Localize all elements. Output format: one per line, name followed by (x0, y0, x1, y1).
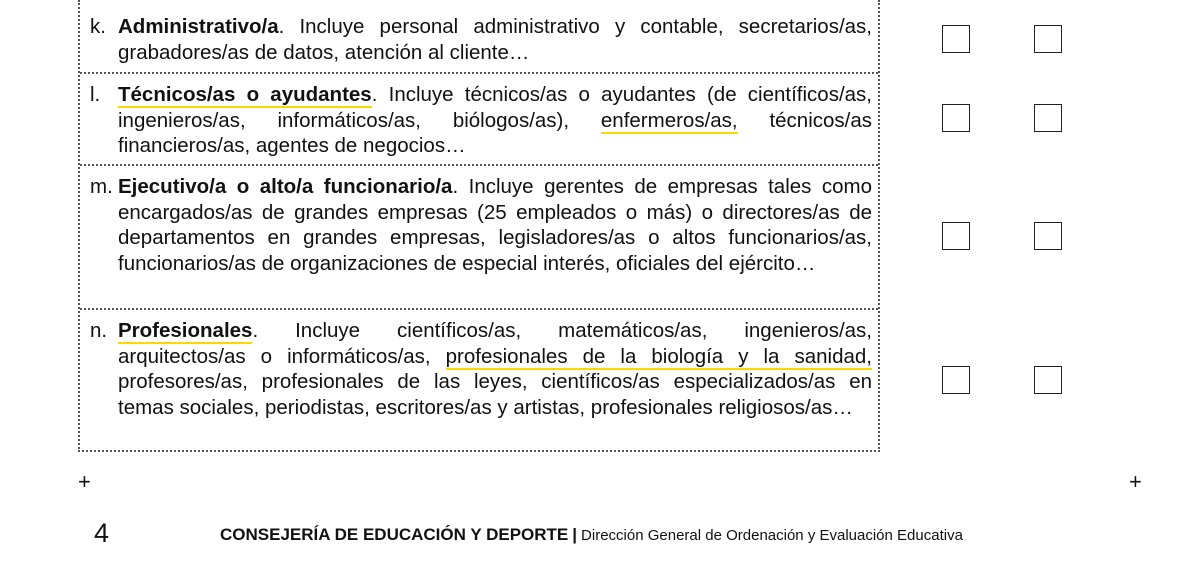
footer-organization: CONSEJERÍA DE EDUCACIÓN Y DEPORTE (220, 525, 569, 544)
checkbox-n-col2[interactable] (1034, 366, 1062, 394)
row-description (118, 174, 872, 276)
category-title: Administrativo/a (118, 15, 279, 38)
category-description: . Incluye personal administrativo y contable, secretarios/as, grabadores/as de datos, atención al cliente… (118, 15, 872, 64)
highlighted-text: enfermeros/as, (600, 108, 738, 132)
category-title-highlighted: Técnicos/as o ayudantes (118, 83, 372, 106)
occupation-row-l (80, 72, 878, 164)
category-title-highlighted: Profesionales (118, 319, 253, 342)
category-title: Ejecutivo/a o alto/a funcionario/a (118, 175, 453, 198)
category-description-tail: profesores/as, profesionales de las leyes, científicos/as especializados/as en temas sociales, periodistas, escritores/as y artistas, profesionales religiosos/as… (118, 370, 872, 419)
category-description: . Incluye gerentes de empresas tales como encargados/as de grandes empresas (25 empleados o más) o directores/as de departamentos en grandes empresas, legisladores/as o altos funcionarios/as, funcionarios/as de organizaciones de especial interés, oficiales del ejército… (118, 175, 873, 275)
row-letter: l. (90, 83, 101, 106)
row-description (118, 318, 872, 420)
occupation-row-n (80, 308, 878, 452)
row-letter: m. (90, 175, 113, 198)
checkbox-m-col2[interactable] (1034, 222, 1062, 250)
checkbox-m-col1[interactable] (942, 222, 970, 250)
footer-separator: | (572, 525, 578, 544)
crop-mark-left: + (78, 469, 91, 494)
category-description: . Incluye científicos/as, matemáticos/as, ingenieros/as, arquitectos/as o informáticos/as, (118, 319, 872, 368)
crop-mark-right: + (1129, 469, 1142, 494)
checkbox-k-col2[interactable] (1034, 25, 1062, 53)
checkbox-n-col1[interactable] (942, 366, 970, 394)
checkbox-k-col1[interactable] (942, 25, 970, 53)
occupation-row-k (80, 0, 878, 72)
checkbox-l-col1[interactable] (942, 104, 970, 132)
occupation-row-m (80, 164, 878, 308)
page-number: 4 (94, 518, 110, 548)
highlighted-text: profesionales de la biología y la sanidad, (445, 344, 872, 368)
category-description: . Incluye técnicos/as o ayudantes (de científicos/as, ingenieros/as, informáticos/as, biólogos/as), (118, 83, 872, 132)
row-description (118, 14, 872, 65)
category-description-tail: técnicos/as financieros/as, agentes de negocios… (118, 108, 872, 157)
row-letter: n. (90, 319, 108, 342)
row-letter: k. (90, 15, 106, 38)
occupation-table (78, 0, 880, 452)
footer-department: Dirección General de Ordenación y Evaluación Educativa (581, 527, 963, 544)
row-description (118, 82, 872, 159)
page-footer (220, 524, 963, 547)
checkbox-l-col2[interactable] (1034, 104, 1062, 132)
